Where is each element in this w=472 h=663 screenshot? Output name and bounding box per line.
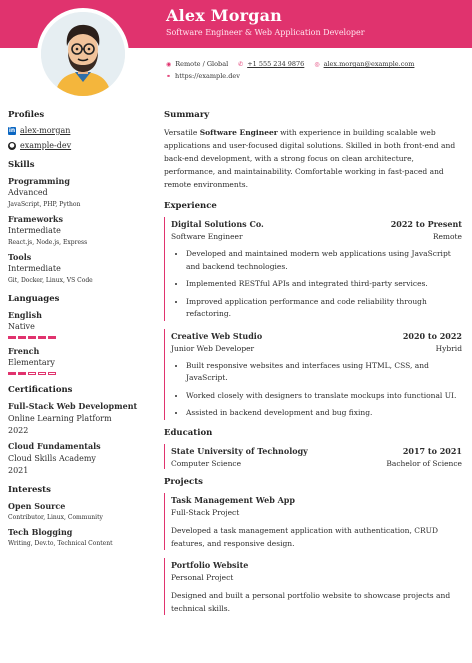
certification-item: Cloud Fundamentals Cloud Skills Academy 2021: [8, 441, 101, 475]
interest-item: Open Source Contributor, Linux, Community: [8, 501, 103, 521]
interests-title: Interests: [8, 485, 51, 495]
certifications-title: Certifications: [8, 385, 73, 395]
experience-section: [164, 201, 462, 420]
education-item: State University of Technology 2017 to 2021 Computer Science Bachelor of Science: [164, 444, 462, 469]
candidate-name: Alex Morgan: [166, 6, 282, 25]
projects-section: [164, 477, 462, 615]
summary-title: Summary: [164, 110, 210, 120]
profile-photo-frame: [37, 8, 129, 100]
experience-bullets: • Developed and maintained modern web applications using JavaScript and backend technologies. • Implemented RESTful APIs and integrated third-party services. • Improved application performance and code reliability through refactoring.: [186, 248, 462, 321]
profile-linkedin[interactable]: in alex-morgan: [8, 126, 71, 135]
skills-section: [8, 160, 148, 284]
rating-dot: [8, 372, 16, 375]
experience-title: Experience: [164, 201, 217, 211]
linkedin-icon: in: [8, 127, 16, 134]
profile-github[interactable]: ● example-dev: [9, 141, 72, 150]
project-item: Task Management Web App Full-Stack Project Developed a task management application with authentication, CRUD features, and responsive design.: [164, 493, 462, 550]
rating-dot: [28, 372, 36, 375]
contact-email[interactable]: ◎ alex.morgan@example.com: [314, 60, 415, 68]
experience-bullets: • Built responsive websites and interfaces using HTML, CSS, and JavaScript. • Worked closely with designers to translate mockups into functional UI. • Assisted in backend development and bug fixing.: [186, 360, 462, 420]
education-section: [164, 428, 462, 469]
github-icon: ●: [9, 142, 15, 149]
profiles-section: [8, 110, 148, 150]
language-item: French Elementary: [8, 346, 148, 375]
rating-dot: [38, 372, 46, 375]
contact-website[interactable]: ⚭ https://example.dev: [166, 72, 240, 80]
skills-title: Skills: [8, 160, 35, 170]
email-icon: ◎: [314, 60, 320, 68]
rating-dot: [48, 372, 56, 375]
language-rating: [8, 372, 148, 375]
sidebar: [8, 110, 148, 557]
interests-section: [8, 485, 148, 547]
link-icon: ⚭: [166, 72, 172, 80]
certification-item: Full-Stack Web Development Online Learning Platform 2022: [8, 401, 138, 435]
interest-item: Tech Blogging Writing, Dev.to, Technical Content: [8, 527, 113, 547]
projects-title: Projects: [164, 476, 203, 487]
summary-section: [164, 110, 462, 191]
education-title: Education: [164, 427, 213, 438]
rating-dot: [28, 336, 36, 339]
rating-dot: [18, 372, 26, 375]
certifications-section: [8, 385, 148, 475]
experience-item: Digital Solutions Co. 2022 to Present Software Engineer Remote • Developed and maintained modern web applications using JavaScript and backend technologies. • Implemented RESTful APIs and integrated third-party services. • Improved application performance and code reliability through refactoring.: [164, 217, 462, 321]
languages-section: [8, 294, 148, 375]
avatar: [41, 12, 125, 96]
main-content: [164, 110, 462, 623]
skill-item: Tools Intermediate Git, Docker, Linux, VS Code: [8, 252, 93, 284]
rating-dot: [38, 336, 46, 339]
languages-title: Languages: [8, 294, 60, 304]
profiles-title: Profiles: [8, 110, 45, 120]
project-item: Portfolio Website Personal Project Designed and built a personal portfolio website to showcase projects and technical skills.: [164, 558, 462, 615]
skill-item: Programming Advanced JavaScript, PHP, Python: [8, 176, 81, 208]
rating-dot: [18, 336, 26, 339]
phone-icon: ✆: [238, 60, 244, 68]
contact-phone[interactable]: ✆ +1 555 234 9876: [238, 60, 305, 68]
rating-dot: [8, 336, 16, 339]
location-pin-icon: ◉: [166, 60, 172, 68]
language-rating: [8, 336, 148, 339]
candidate-headline: Software Engineer & Web Application Developer: [166, 28, 365, 37]
rating-dot: [48, 336, 56, 339]
language-item: English Native: [8, 310, 148, 339]
contact-info: [166, 58, 424, 82]
experience-item: Creative Web Studio 2020 to 2022 Junior Web Developer Hybrid • Built responsive websites and interfaces using HTML, CSS, and JavaScript. • Worked closely with designers to translate mockups into functional UI. • Assisted in backend development and bug fixing.: [164, 329, 462, 420]
summary-text: Versatile Software Engineer with experience in building scalable web applications and user-focused digital solutions. Skilled in both front-end and back-end development, with a strong focus on clean architecture, performance, and maintainability. Comfortable working in fast-paced and remote environments.: [164, 128, 456, 189]
contact-location: ◉ Remote / Global: [166, 60, 229, 68]
skill-item: Frameworks Intermediate React.js, Node.js, Express: [8, 214, 88, 246]
